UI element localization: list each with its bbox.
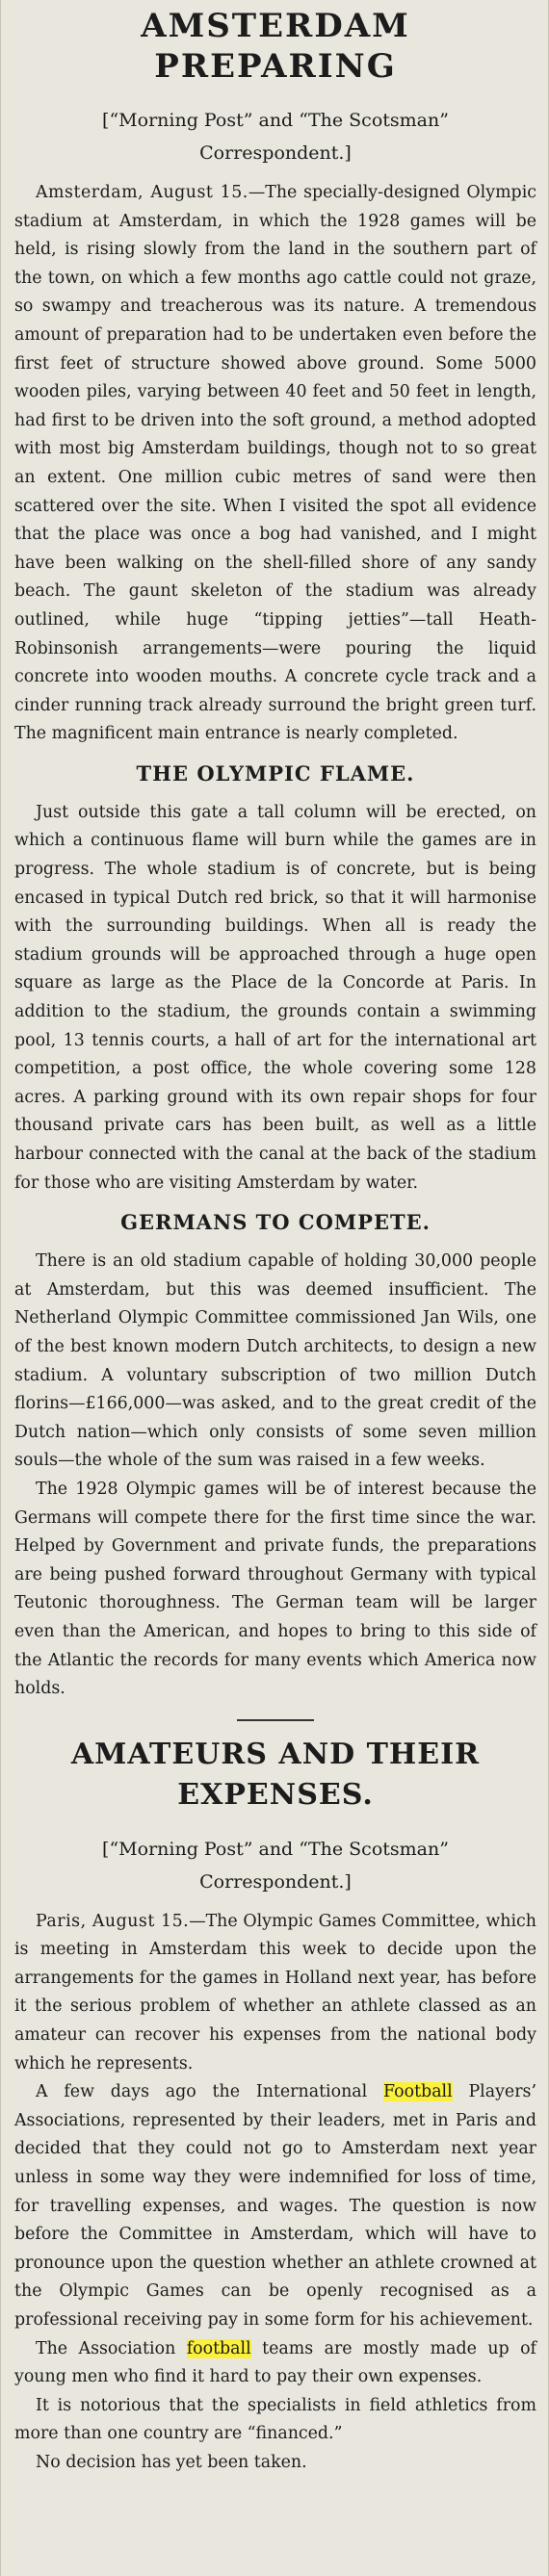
dateline: Amsterdam, August 15.: [36, 183, 248, 202]
paragraph: [14, 179, 536, 749]
paragraph: Just outside this gate a tall column will be erected, on which a continuous flame will burn while the games are in progress. The whole stadium is of concrete, but is being encased in typical Dutch red brick, so that it will harmonise with the surrounding buildings. When all is ready the stadium grounds will be approached through a huge open square as large as the Place de la Concorde at Paris. In addition to the stadium, the grounds contain a swimming pool, 13 tennis courts, a hall of art for the international art competition, a post office, the whole covering some 128 acres. A parking ground with its own repair shops for four thousand private cars has been built, as well as a little harbour connected with the canal at the back of the stadium for those who are visiting Amsterdam by water.: [14, 802, 536, 1193]
section-subheading: THE OLYMPIC FLAME.: [136, 760, 415, 786]
credit-line-1: [“Morning Post” and “The Scotsman”: [102, 1838, 449, 1860]
credit-line-2: Correspondent.]: [199, 1870, 352, 1893]
paragraph-text: teams are mostly made up of young men who find it hard to pay their own expenses.: [14, 2338, 536, 2387]
paragraph: [14, 2078, 536, 2334]
correspondent-credit: [14, 104, 536, 169]
paragraph-text: —The specially-designed Olympic stadium at Amsterdam, in which the 1928 games will be held, is rising slowly from the land in the southern part of the town, on which a few months ago cattle could not graze, so swampy and treacherous was its nature. A tremendous amount of preparation had to be undertaken even before the first feet of structure showed above ground. Some 5000 wooden piles, varying between 40 feet and 50 feet in length, had first to be driven into the soft ground, a method adopted with most big Amsterdam buildings, though not to so great an extent. One million cubic metres of sand were then scattered over the site. When I visited the spot all evidence that the place was once a bog had vanished, and I might have been walking on the shell-filled shore of any sandy beach. The gaunt skeleton of the stadium was already outlined, while huge “tipping jetties”—tall Heath-Robinsonish arrangements—were pouring the liquid concrete into wooden mouths. A concrete cycle track and a cinder running track already surround the bright green turf. The magnificent main entrance is nearly completed.: [14, 183, 536, 744]
paragraph-text: —The Olympic Games Committee, which is meeting in Amsterdam this week to decide upon the arrangements for the games in Holland next year, has before it the serious problem of whether an athlete classed as an amateur can recover his expenses from the national body which he represents.: [14, 1911, 536, 2074]
paragraph: It is notorious that the specialists in field athletics from more than one country are “financed.”: [14, 2395, 536, 2444]
section-subheading: GERMANS TO COMPETE.: [120, 1210, 431, 1235]
paragraph-text: The Association: [36, 2338, 187, 2358]
article-divider: [237, 1719, 314, 1721]
paragraph-text: Players’ Associations, represented by their leaders, met in Paris and decided that they could not go to Amsterdam next year unless in some way they were indemnified for loss of time, for travelling expenses, and wages. The question is now before the Committee in Amsterdam, which will have to pronounce upon the question whether an athlete crowned at the Olympic Games can be openly recognised as a professional receiving pay in some form for his achievement.: [14, 2082, 536, 2330]
article-headline: AMATEURS AND THEIR EXPENSES.: [70, 1737, 481, 1812]
paragraph: [14, 2335, 536, 2392]
search-highlight: football: [186, 2338, 251, 2358]
paragraph-text: A few days ago the International: [36, 2082, 384, 2102]
paragraph: No decision has yet been taken.: [36, 2452, 307, 2472]
dateline: Paris, August 15.: [36, 1911, 190, 1931]
paragraph: There is an old stadium capable of holding 30,000 people at Amsterdam, but this was deemed insufficient. The Netherland Olympic Committee commissioned Jan Wils, one of the best known modern Dutch architects, to design a new stadium. A voluntary subscription of two million Dutch florins—£166,000—was asked, and to the great credit of the Dutch nation—which only consists of some seven million souls—the whole of the sum was raised in a few weeks.: [14, 1251, 536, 1471]
article-headline: AMSTERDAM PREPARING: [141, 7, 410, 86]
credit-line-2: Correspondent.]: [199, 142, 352, 164]
correspondent-credit: [14, 1833, 536, 1898]
paragraph: [14, 1908, 536, 2079]
paragraph: The 1928 Olympic games will be of interest because the Germans will compete there for the first time since the war. Helped by Government and private funds, the preparations are being pushed forward throughout Germany with typical Teutonic thoroughness. The German team will be larger even than the American, and hopes to bring to this side of the Atlantic the records for many events which America now holds.: [14, 1479, 536, 1699]
credit-line-1: [“Morning Post” and “The Scotsman”: [102, 110, 449, 131]
search-highlight: Football: [383, 2082, 453, 2102]
